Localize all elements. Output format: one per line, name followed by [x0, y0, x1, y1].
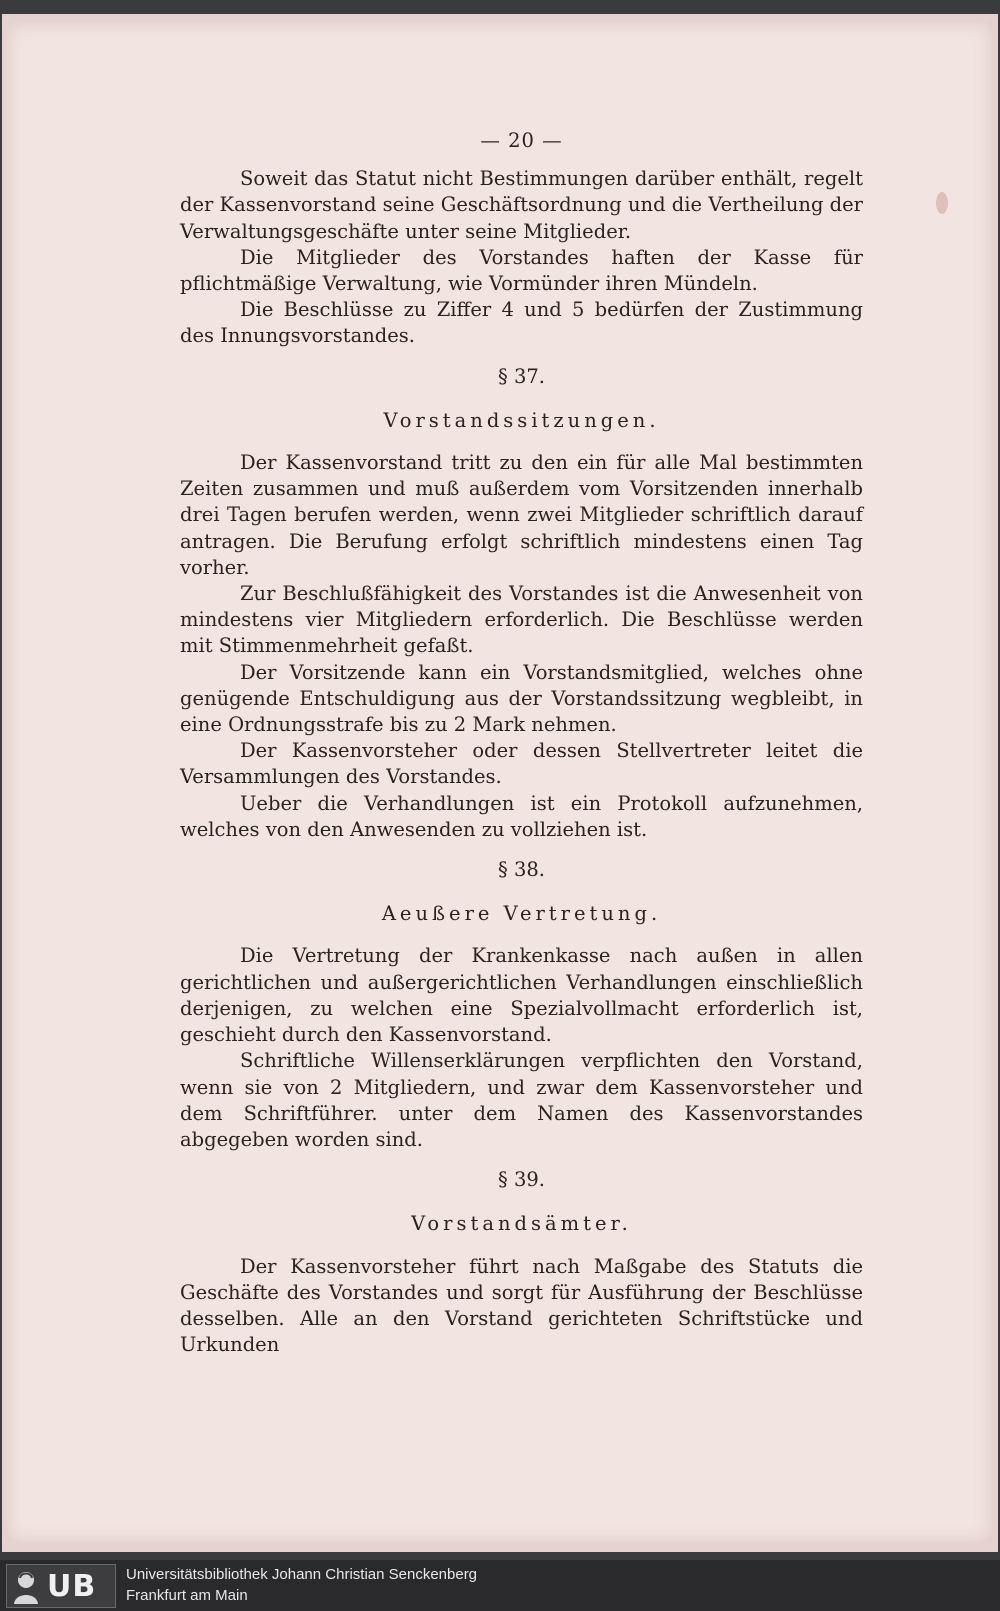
section-heading: Vorstandssitzungen.: [383, 408, 660, 432]
paragraph: Schriftliche Willenserklärungen verpflichten den Vorstand, wenn sie von 2 Mitgliedern, und zwar dem Kassenvorsteher und dem Schriftführer. unter dem Namen des Kassenvorstandes abgegeben worden sind.: [180, 1049, 863, 1151]
paragraph: Die Beschlüsse zu Ziffer 4 und 5 bedürfen der Zustimmung des Innungsvorstandes.: [180, 298, 863, 348]
portrait-icon: [11, 1568, 41, 1604]
paragraph: Ueber die Verhandlungen ist ein Protokoll aufzunehmen, welches von den Anwesenden zu vollziehen ist.: [180, 791, 863, 841]
footer-bar: [0, 1560, 1000, 1611]
paragraph: Zur Beschlußfähigkeit des Vorstandes ist die Anwesenheit von mindestens vier Mitgliedern erforderlich. Die Beschlüsse werden mit Stimmenmehrheit gefaßt.: [180, 582, 863, 658]
paragraph: Die Mitglieder des Vorstandes haften der Kasse für pflichtmäßige Verwaltung, wie Vormünder ihren Mündeln.: [180, 245, 863, 296]
text-blocks: [180, 166, 863, 1358]
section-number: § 38.: [498, 858, 545, 882]
paper-stain: [936, 192, 948, 214]
paragraph: Soweit das Statut nicht Bestimmungen darüber enthält, regelt der Kassenvorstand seine Geschäftsordnung und die Vertheilung der Verwaltungsgeschäfte unter seine Mitglieder.: [180, 167, 863, 243]
section-heading: Vorstandsämter.: [411, 1212, 632, 1236]
paragraph: Der Kassenvorsteher oder dessen Stellvertreter leitet die Versammlungen des Vorstandes.: [180, 739, 863, 789]
library-logo[interactable]: [6, 1564, 116, 1608]
page-text: [180, 128, 863, 1358]
footer-line-2: Frankfurt am Main: [126, 1587, 248, 1604]
paragraph: Der Kassenvorsteher führt nach Maßgabe des Statuts die Geschäfte des Vorstandes und sorgt für Ausführung der Beschlüsse desselben. Alle an den Vorstand gerichteten Schriftstücke und Urkunden: [180, 1254, 863, 1357]
paragraph: Der Kassenvorstand tritt zu den ein für alle Mal bestimmten Zeiten zusammen und muß außerdem vom Vorsitzenden innerhalb drei Tagen berufen werden, wenn zwei Mitglieder schriftlich darauf antragen. Die Berufung erfolgt schriftlich mindestens einen Tag vorher.: [180, 451, 863, 579]
section-heading: Aeußere Vertretung.: [381, 902, 662, 926]
logo-text: UB: [47, 1568, 97, 1604]
section-number: § 37.: [498, 364, 545, 388]
paragraph: Die Vertretung der Krankenkasse nach außen in allen gerichtlichen und außergerichtlichen Verhandlungen einschließlich derjenigen, zu welchen eine Spezialvollmacht erforderlich ist, geschieht durch den Kassenvorstand.: [180, 944, 863, 1047]
footer-line-1: Universitätsbibliothek Johann Christian Senckenberg: [126, 1566, 478, 1583]
page-number: — 20 —: [480, 129, 563, 152]
paragraph: Der Vorsitzende kann ein Vorstandsmitglied, welches ohne genügende Entschuldigung aus der Vorstandssitzung wegbleibt, in eine Ordnungsstrafe bis zu 2 Mark nehmen.: [180, 660, 863, 737]
section-number: § 39.: [498, 1168, 545, 1192]
footer-text: [126, 1564, 477, 1606]
